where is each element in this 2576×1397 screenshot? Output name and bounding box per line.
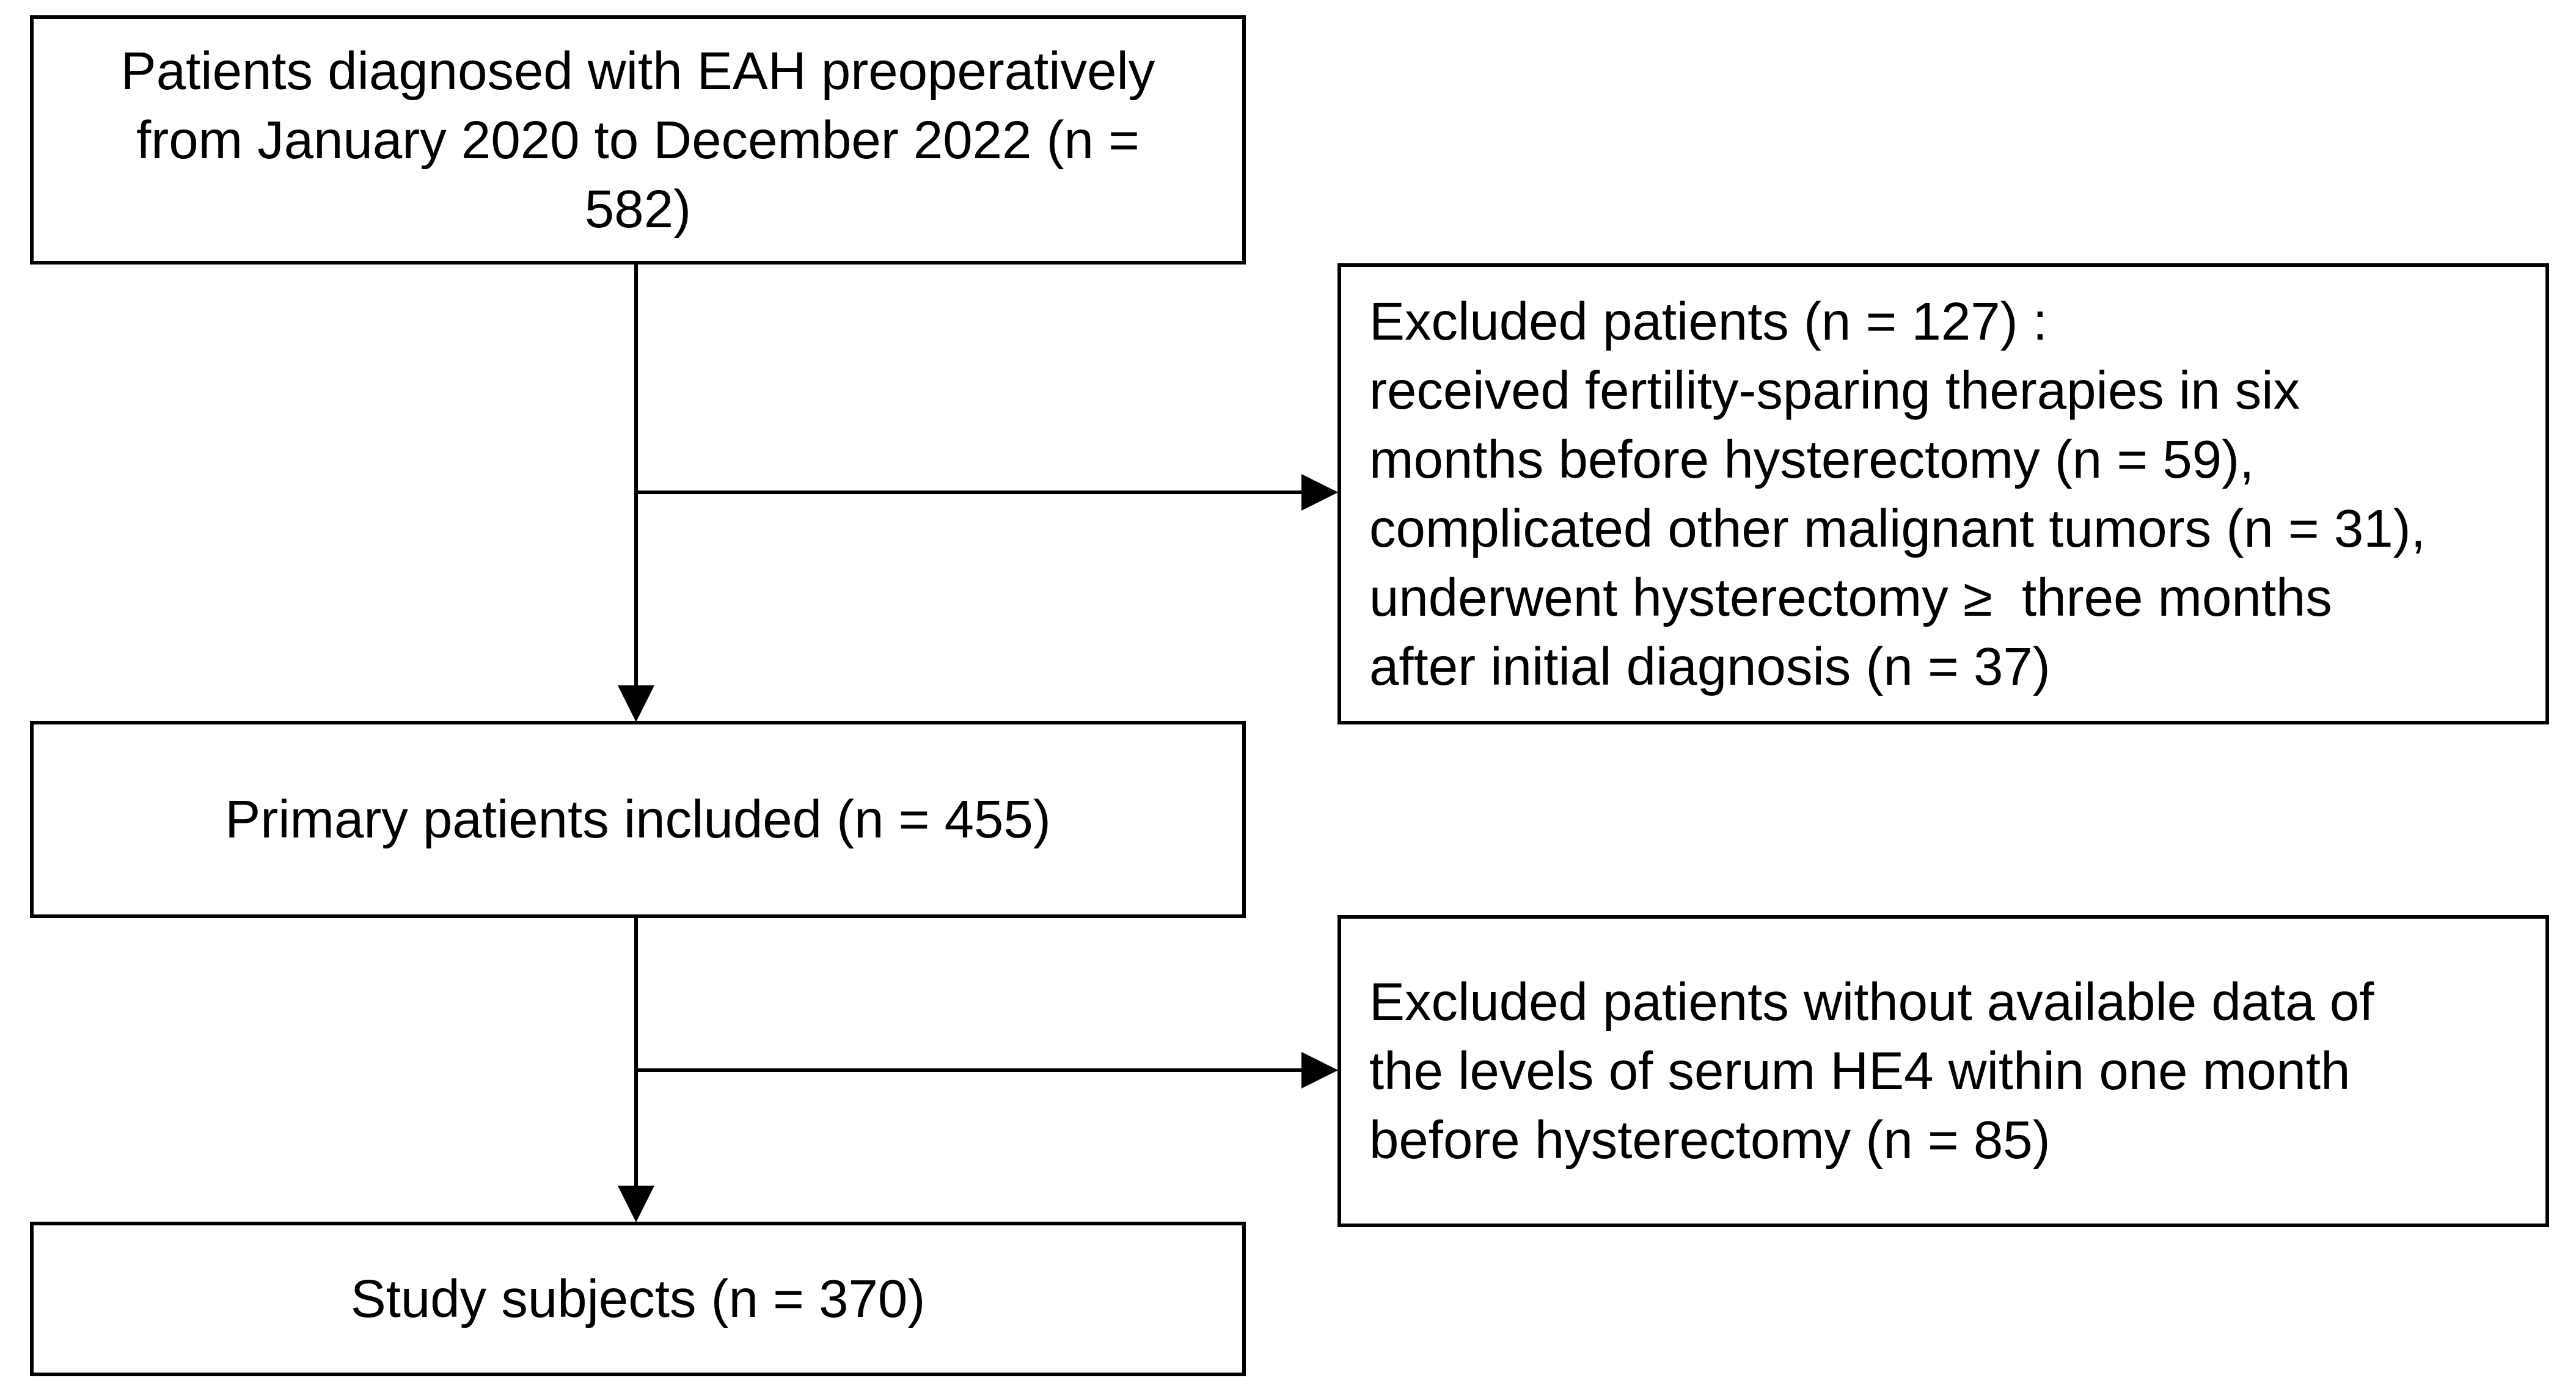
box-text-line: complicated other malignant tumors (n = 31), <box>1369 498 2426 558</box>
study-subjects-box <box>30 1222 1246 1376</box>
box-text-line: Study subjects (n = 370) <box>350 1269 926 1329</box>
box-text-line: the levels of serum HE4 within one month <box>1369 1041 2351 1101</box>
included-patients-box <box>30 721 1246 918</box>
box-text-line: after initial diagnosis (n = 37) <box>1369 636 2051 696</box>
box-text-line: 582) <box>584 179 692 239</box>
start-population-box <box>30 15 1246 264</box>
box-text-line: Excluded patients (n = 127) : <box>1369 291 2047 351</box>
box-text-line: from January 2020 to December 2022 (n = <box>136 110 1140 170</box>
box-text-line: before hysterectomy (n = 85) <box>1369 1111 2051 1170</box>
box-text-line: received fertility-sparing therapies in six <box>1369 360 2300 420</box>
exclusion-box-1 <box>1337 263 2549 724</box>
box-text-line: months before hysterectomy (n = 59), <box>1369 429 2255 489</box>
box-text-line: underwent hysterectomy ≥ three months <box>1369 567 2332 627</box>
box-text-line: Patients diagnosed with EAH preoperatively <box>120 41 1155 101</box>
box-text-line: Excluded patients without available data of <box>1369 972 2374 1032</box>
exclusion-box-2 <box>1337 915 2549 1227</box>
box-text-line: Primary patients included (n = 455) <box>225 790 1051 849</box>
